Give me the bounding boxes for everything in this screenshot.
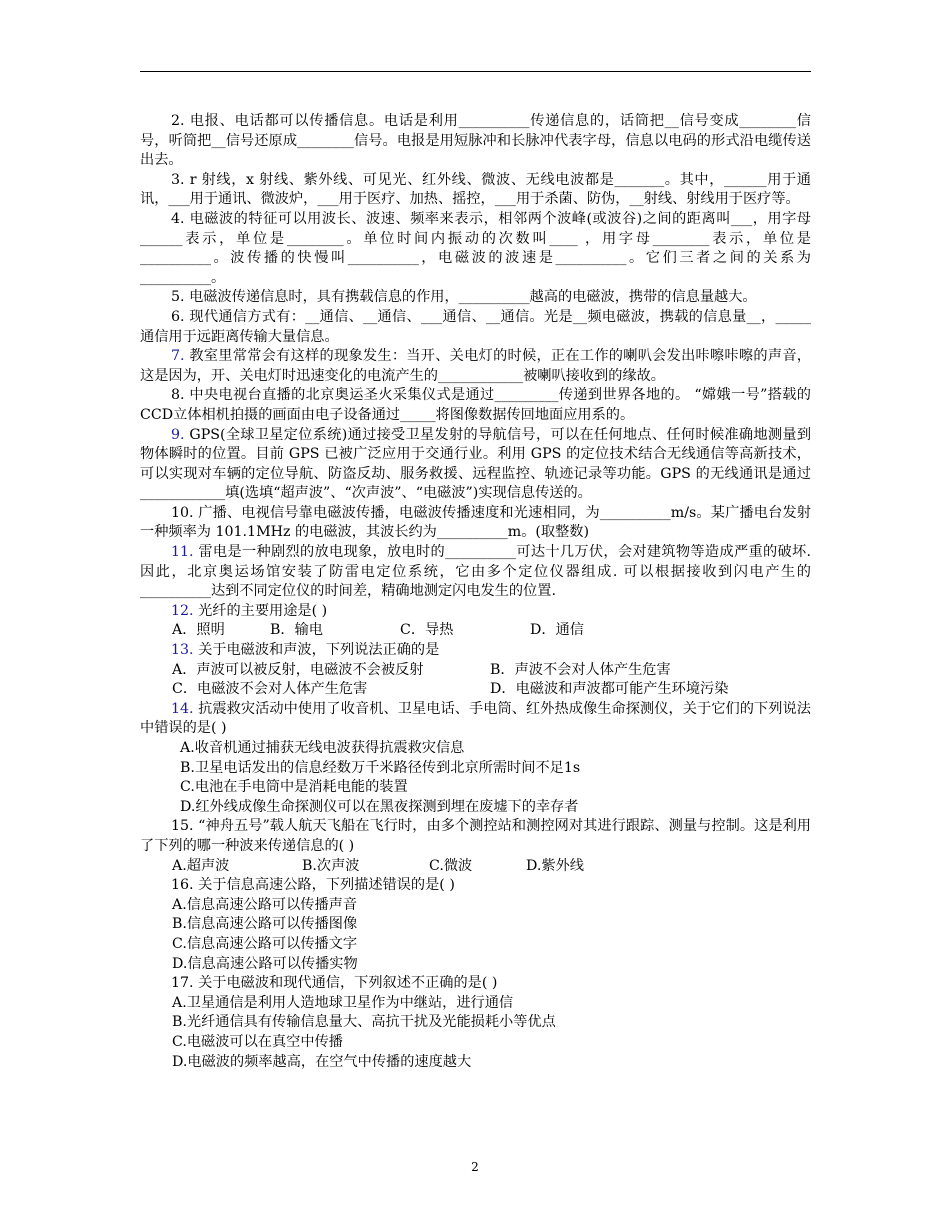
question-17: 17. 关于电磁波和现代通信，下列叙述不正确的是( )	[171, 975, 498, 992]
question-4: 4. 电磁波的特征可以用波长、波速、频率来表示，相邻两个波峰(或波谷)之间的距离叫___，用字母______表示，单位是________。单位时间内振动的次数叫____ ，用字母________表示，单位是__________。波传播的快慢叫__________，电磁波的波速是__________。它们三者之间的关系为__________。	[140, 210, 811, 286]
header-rule	[140, 71, 811, 72]
question-3: 3. r 射线，x 射线、紫外线、可见光、红外线、微波、无线电波都是_______。其中，______用于通讯，___用于通讯、微波炉，___用于医疗、加热、摇控，___用于杀菌、防伪，__射线、射线用于医疗等。	[140, 171, 811, 208]
option: C.电磁波可以在真空中传播	[172, 1033, 343, 1050]
question-13: 13. 关于电磁波和声波，下列说法正确的是	[171, 642, 440, 659]
option: B.光纤通信具有传输信息量大、高抗干扰及光能损耗小等优点	[172, 1014, 556, 1031]
option: B．声波不会对人体产生危害	[490, 661, 671, 678]
option: B.卫星电话发出的信息经数万千米路径传到北京所需时间不足1s	[180, 759, 581, 776]
option: C.信息高速公路可以传播文字	[172, 935, 358, 952]
option: C.微波	[429, 857, 473, 874]
option: A．声波可以被反射，电磁波不会被反射	[172, 661, 424, 678]
question-6: 6. 现代通信方式有：__通信、__通信、___通信、__通信。光是__频电磁波，携载的信息量__，_____通信用于远距离传输大量信息。	[140, 308, 811, 345]
question-16: 16. 关于信息高速公路，下列描述错误的是( )	[171, 877, 455, 894]
question-12-options	[140, 621, 811, 641]
question-2: 2. 电报、电话都可以传播信息。电话是利用__________传递信息的，话筒把__信号变成________信号，听筒把__信号还原成________信号。电报是用短脉冲和长脉冲代表字母，信息以电码的形式沿电缆传送出去。	[140, 113, 811, 169]
option: D．通信	[530, 622, 584, 639]
question-14: 14. 抗震救灾活动中使用了收音机、卫星电话、手电筒、红外热成像生命探测仪，关于它们的下列说法中错误的是( )	[140, 700, 811, 737]
option: A.信息高速公路可以传播声音	[172, 896, 358, 913]
option: A．照明	[172, 622, 225, 639]
question-12: 12. 光纤的主要用途是( )	[171, 602, 328, 619]
option: A.收音机通过捕获无线电波获得抗震救灾信息	[180, 740, 465, 756]
option: C．导热	[400, 622, 454, 639]
option: D.红外线成像生命探测仪可以在黑夜探测到埋在废墟下的幸存者	[180, 798, 579, 815]
question-8: 8. 中央电视台直播的北京奥运圣火采集仪式是通过_________传递到世界各地的。 “嫦娥一号”搭载的CCD立体相机拍摄的画面由电子设备通过_____将图像数据传回地面应用系的。	[140, 387, 811, 423]
option: B．输电	[270, 622, 323, 639]
option: B.次声波	[302, 857, 360, 874]
question-10: 10. 广播、电视信号靠电磁波传播，电磁波传播速度和光速相同，为__________m/s。某广播电台发射一种频率为 101.1MHz 的电磁波，其波长约为__________m。(取整数)	[140, 504, 811, 541]
option: D.紫外线	[526, 857, 584, 874]
option: C.电池在手电筒中是消耗电能的装置	[180, 779, 408, 796]
option: D．电磁波和声波都可能产生环境污染	[490, 681, 729, 698]
option: D.电磁波的频率越高，在空气中传播的速度越大	[172, 1053, 472, 1070]
option: C．电磁波不会对人体产生危害	[172, 681, 368, 698]
question-13-options-row2	[140, 680, 811, 700]
question-7: 7. 教室里常常会有这样的现象发生：当开、关电灯的时候，正在工作的喇叭会发出咔嚓咔嚓的声音，这是因为，开、关电灯时迅速变化的电流产生的____________被喇叭接收到的缘故。	[140, 348, 811, 384]
question-15: 15. “神舟五号”载人航天飞船在飞行时，由多个测控站和测控网对其进行跟踪、测量与控制。这是利用了下列的哪一种波来传递信息的( )	[140, 818, 811, 854]
option: B.信息高速公路可以传播图像	[172, 916, 358, 933]
worksheet-body	[140, 112, 811, 1072]
page-number: 2	[471, 1160, 479, 1174]
option: D.信息高速公路可以传播实物	[172, 955, 358, 972]
question-9: 9. GPS(全球卫星定位系统)通过接受卫星发射的导航信号，可以在任何地点、任何时候准确地测量到物体瞬时的位置。目前 GPS 已被广泛应用于交通行业。利用 GPS 的定位技术结合无线通信等高新技术，可以实现对车辆的定位导航、防盗反劫、服务救援、远程监控、轨迹记录等功能。GPS 的无线通讯是通过____________填(选填“超声波”、“次声波”、“电磁波”)实现信息传送的。	[140, 426, 812, 502]
question-13-options-row1	[140, 661, 811, 681]
option: A.卫星通信是利用人造地球卫星作为中继站，进行通信	[172, 994, 514, 1011]
question-15-options	[140, 857, 811, 877]
question-5: 5. 电磁波传递信息时，具有携载信息的作用，__________越高的电磁波，携带的信息量越大。	[171, 289, 757, 306]
option: A.超声波	[172, 857, 230, 874]
question-11: 11. 雷电是一种剧烈的放电现象，放电时的__________可达十几万伏，会对建筑物等造成严重的破坏. 因此，北京奥运场馆安装了防雷电定位系统，它由多个定位仪器组成. 可以根据接收到闪电产生的__________达到不同定位仪的时间差，精确地测定闪电发生的位置.	[140, 544, 812, 600]
